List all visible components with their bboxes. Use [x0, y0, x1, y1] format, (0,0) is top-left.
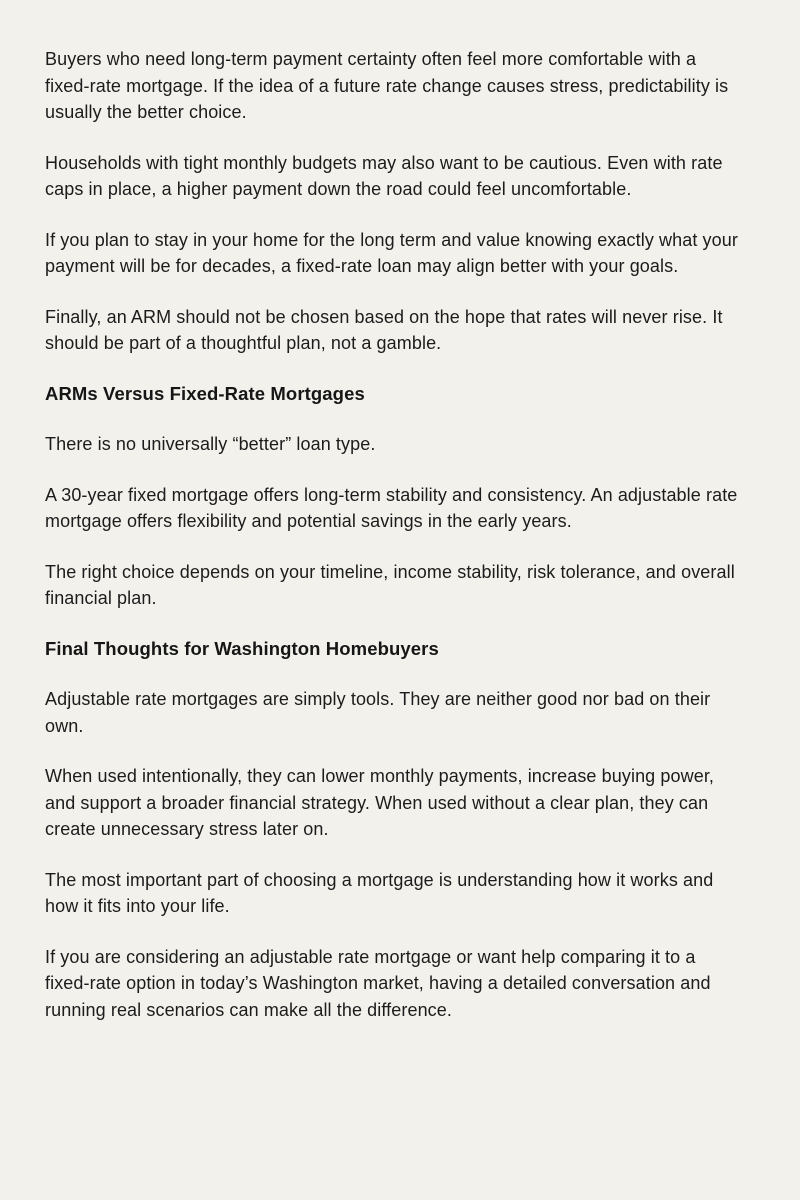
paragraph: Finally, an ARM should not be chosen based on the hope that rates will never rise. It should be part of a thoughtful plan, not a gamble.: [45, 306, 723, 353]
paragraph: The most important part of choosing a mortgage is understanding how it works and how it fits into your life.: [45, 869, 714, 916]
section-heading-arms-versus-fixed: ARMs Versus Fixed-Rate Mortgages: [45, 382, 365, 404]
paragraph: The right choice depends on your timeline, income stability, risk tolerance, and overall financial plan.: [45, 561, 735, 608]
paragraph: If you are considering an adjustable rate mortgage or want help comparing it to a fixed-rate option in today’s Washington market, having a detailed conversation and running real scenarios can make all the difference.: [45, 946, 711, 1020]
paragraph: When used intentionally, they can lower monthly payments, increase buying power, and support a broader financial strategy. When used without a clear plan, they can create unnecessary stress later on.: [45, 766, 715, 839]
paragraph: Households with tight monthly budgets may also want to be cautious. Even with rate caps in place, a higher payment down the road could feel uncomfortable.: [45, 152, 723, 199]
paragraph: There is no universally “better” loan type.: [45, 434, 376, 454]
paragraph: Buyers who need long-term payment certainty often feel more comfortable with a fixed-rate mortgage. If the idea of a future rate change causes stress, predictability is usually the better choice.: [45, 49, 729, 122]
paragraph: A 30-year fixed mortgage offers long-term stability and consistency. An adjustable rate mortgage offers flexibility and potential savings in the early years.: [45, 484, 738, 531]
paragraph: If you plan to stay in your home for the long term and value knowing exactly what your payment will be for decades, a fixed-rate loan may align better with your goals.: [45, 229, 738, 276]
paragraph: Adjustable rate mortgages are simply tools. They are neither good nor bad on their own.: [45, 689, 711, 736]
section-heading-final-thoughts: Final Thoughts for Washington Homebuyers: [45, 637, 439, 659]
